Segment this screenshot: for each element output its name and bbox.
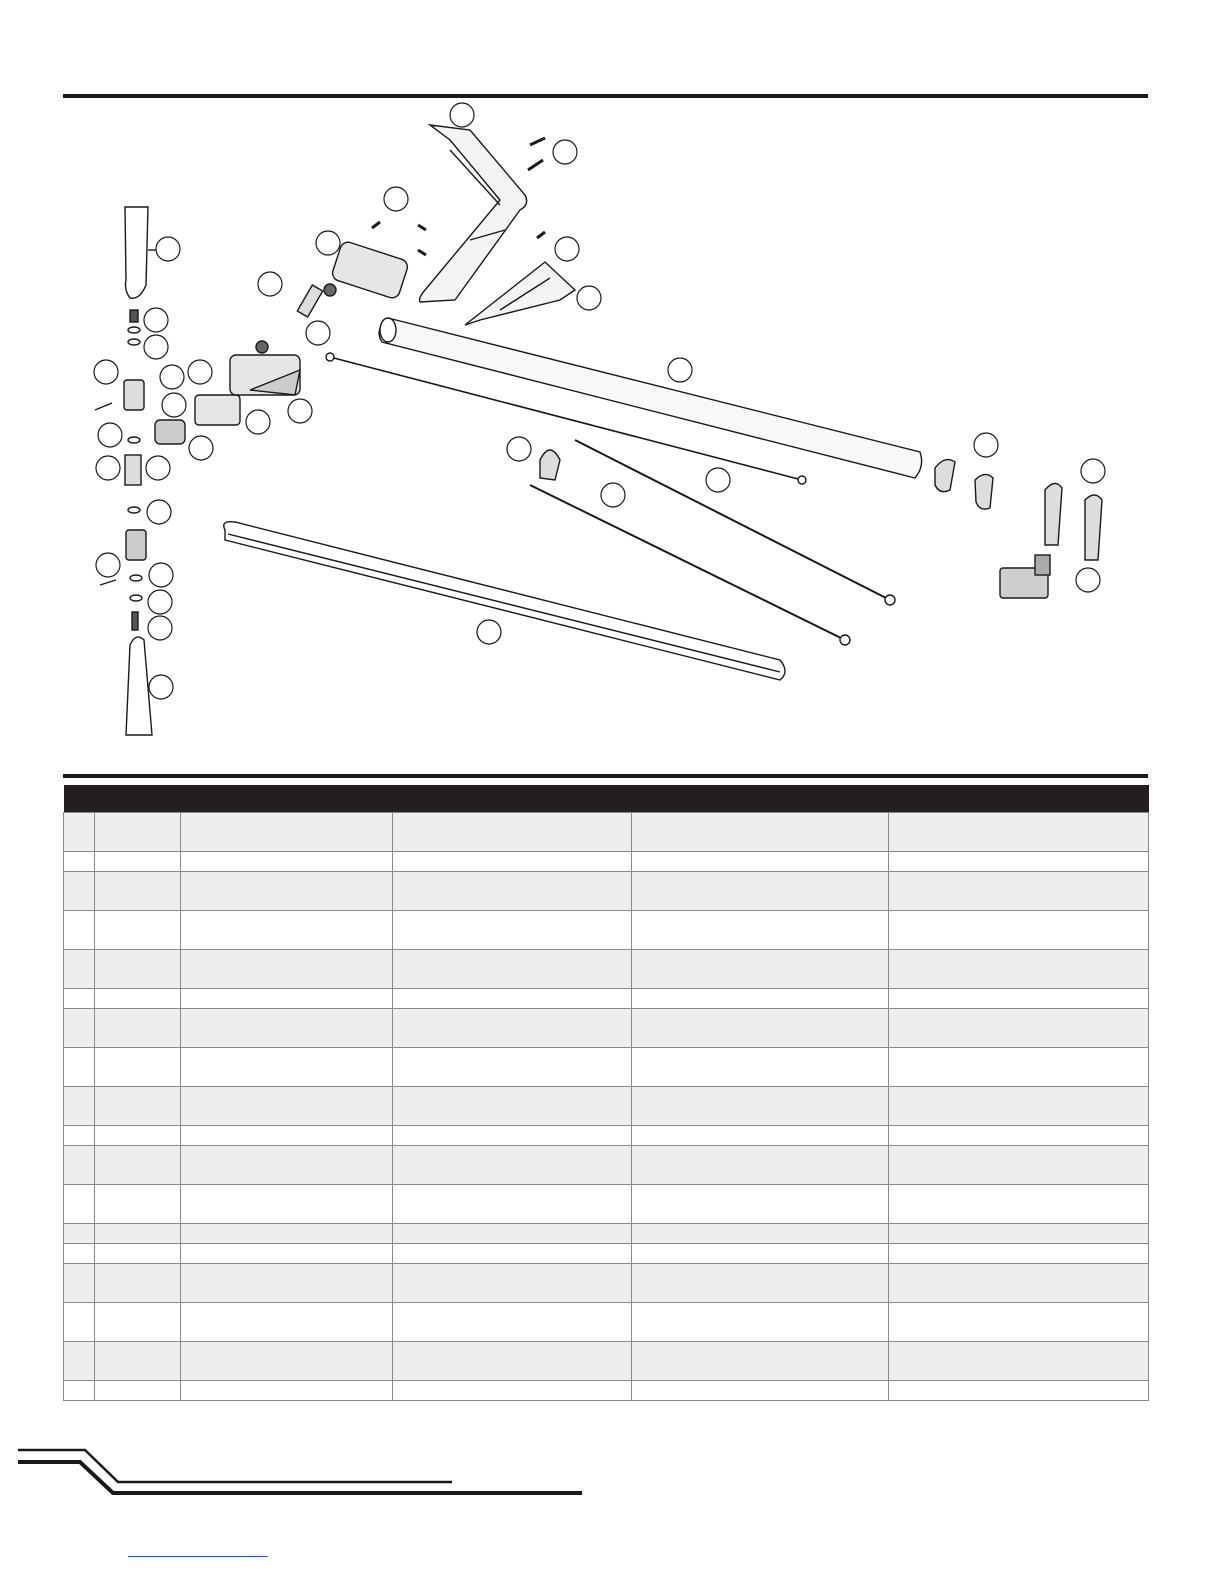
- table-cell: [632, 1185, 889, 1224]
- table-top-rule: [63, 774, 1148, 778]
- table-cell: [889, 1264, 1149, 1303]
- header-cell-2: [95, 785, 181, 813]
- table-cell: [95, 1342, 181, 1381]
- table-cell: [181, 950, 393, 989]
- table-cell: [64, 872, 95, 911]
- table-row: [64, 1381, 1149, 1401]
- parts-table: [63, 785, 1148, 1401]
- table-cell: [181, 1185, 393, 1224]
- table-cell: [393, 1087, 632, 1126]
- table-cell: [64, 1264, 95, 1303]
- table-cell: [632, 1381, 889, 1401]
- table-cell: [889, 1048, 1149, 1087]
- header-cell-1: [64, 785, 95, 813]
- table-row: [64, 1264, 1149, 1303]
- table-cell: [95, 872, 181, 911]
- header-cell-6: [889, 785, 1149, 813]
- table-cell: [95, 911, 181, 950]
- table-row: [64, 1126, 1149, 1146]
- table-cell: [889, 989, 1149, 1009]
- table-body: [64, 813, 1149, 1401]
- table-cell: [95, 1381, 181, 1401]
- table-cell: [889, 1087, 1149, 1126]
- table-cell: [181, 852, 393, 872]
- tail-boom: [379, 318, 922, 478]
- table-cell: [181, 1224, 393, 1244]
- table-row: [64, 1244, 1149, 1264]
- tail-case-assembly: [195, 240, 409, 425]
- table-cell: [632, 1126, 889, 1146]
- table-cell: [64, 1146, 95, 1185]
- table-row: [64, 813, 1149, 852]
- table-cell: [393, 1048, 632, 1087]
- table-cell: [632, 1342, 889, 1381]
- horizontal-stabilizer: [465, 262, 575, 325]
- table-cell: [64, 852, 95, 872]
- table-cell: [64, 1185, 95, 1224]
- table-cell: [632, 911, 889, 950]
- table-cell: [64, 989, 95, 1009]
- table-cell: [393, 911, 632, 950]
- table-cell: [393, 1146, 632, 1185]
- table-cell: [64, 1342, 95, 1381]
- table-row: [64, 1146, 1149, 1185]
- table-cell: [64, 1009, 95, 1048]
- table-row: [64, 989, 1149, 1009]
- table-cell: [889, 872, 1149, 911]
- table-cell: [64, 1303, 95, 1342]
- table-row: [64, 1087, 1149, 1126]
- header-cell-3: [181, 785, 393, 813]
- table-row: [64, 911, 1149, 950]
- header-cell-4: [393, 785, 632, 813]
- main-blade: [125, 207, 158, 298]
- table-cell: [393, 1303, 632, 1342]
- servo: [1000, 555, 1050, 598]
- table-cell: [632, 1264, 889, 1303]
- table-row: [64, 1185, 1149, 1224]
- table-cell: [632, 1146, 889, 1185]
- table-cell: [64, 1224, 95, 1244]
- table-cell: [889, 911, 1149, 950]
- table-cell: [632, 1087, 889, 1126]
- table-cell: [95, 989, 181, 1009]
- table-cell: [889, 1224, 1149, 1244]
- table-cell: [393, 1126, 632, 1146]
- table-cell: [393, 1185, 632, 1224]
- exploded-parts-diagram: [0, 0, 1224, 780]
- table-cell: [181, 1342, 393, 1381]
- table-cell: [393, 1224, 632, 1244]
- table-cell: [181, 1126, 393, 1146]
- table-cell: [95, 950, 181, 989]
- table-cell: [181, 1381, 393, 1401]
- table-cell: [64, 1381, 95, 1401]
- table-cell: [95, 1224, 181, 1244]
- table-cell: [393, 1381, 632, 1401]
- table-cell: [64, 813, 95, 852]
- table-row: [64, 1048, 1149, 1087]
- table-cell: [95, 1185, 181, 1224]
- table-cell: [181, 872, 393, 911]
- vertical-fin: [420, 125, 527, 302]
- table-cell: [181, 1303, 393, 1342]
- table-cell: [393, 1342, 632, 1381]
- table-cell: [95, 1048, 181, 1087]
- table-cell: [889, 852, 1149, 872]
- table-cell: [632, 1303, 889, 1342]
- table-cell: [393, 813, 632, 852]
- table-cell: [632, 1224, 889, 1244]
- table-cell: [64, 1048, 95, 1087]
- table-cell: [632, 1048, 889, 1087]
- table-row: [64, 950, 1149, 989]
- servo-clamps: [935, 460, 1102, 560]
- header-cell-5: [632, 785, 889, 813]
- table-cell: [181, 911, 393, 950]
- table-cell: [95, 1087, 181, 1126]
- table-cell: [632, 1244, 889, 1264]
- table-cell: [393, 1264, 632, 1303]
- table-cell: [889, 1185, 1149, 1224]
- table-cell: [632, 989, 889, 1009]
- table-cell: [393, 989, 632, 1009]
- table-cell: [95, 1009, 181, 1048]
- table-cell: [64, 950, 95, 989]
- table-cell: [632, 852, 889, 872]
- table-cell: [95, 1146, 181, 1185]
- table-cell: [181, 1244, 393, 1264]
- table-cell: [393, 852, 632, 872]
- table-cell: [632, 950, 889, 989]
- table-cell: [889, 1126, 1149, 1146]
- table-cell: [181, 1264, 393, 1303]
- table-cell: [95, 1303, 181, 1342]
- table-cell: [64, 911, 95, 950]
- table-cell: [181, 1087, 393, 1126]
- table-cell: [64, 1126, 95, 1146]
- table-cell: [889, 1244, 1149, 1264]
- table-row: [64, 1224, 1149, 1244]
- drive-belt: [224, 522, 785, 680]
- table-cell: [95, 1244, 181, 1264]
- table-cell: [95, 1264, 181, 1303]
- table-cell: [181, 1146, 393, 1185]
- table-cell: [889, 950, 1149, 989]
- table-cell: [889, 1381, 1149, 1401]
- table-row: [64, 1303, 1149, 1342]
- table-cell: [889, 1342, 1149, 1381]
- table-cell: [632, 872, 889, 911]
- table-row: [64, 852, 1149, 872]
- footer-link-underline[interactable]: [128, 1556, 268, 1557]
- table-cell: [181, 989, 393, 1009]
- table-header-row: [64, 785, 1149, 813]
- table-row: [64, 1009, 1149, 1048]
- table-cell: [393, 1009, 632, 1048]
- table-cell: [181, 813, 393, 852]
- table-cell: [632, 813, 889, 852]
- footer-brand-lines: [0, 1440, 600, 1510]
- table-row: [64, 1342, 1149, 1381]
- table-cell: [393, 872, 632, 911]
- table-cell: [181, 1048, 393, 1087]
- table-cell: [889, 1303, 1149, 1342]
- table-cell: [889, 1146, 1149, 1185]
- table-cell: [393, 1244, 632, 1264]
- table-cell: [95, 1126, 181, 1146]
- table-cell: [889, 1009, 1149, 1048]
- table-cell: [95, 813, 181, 852]
- table-cell: [95, 852, 181, 872]
- table-row: [64, 872, 1149, 911]
- table-cell: [181, 1009, 393, 1048]
- table-cell: [632, 1009, 889, 1048]
- table-cell: [393, 950, 632, 989]
- part-callouts: [94, 103, 1105, 699]
- table-cell: [889, 813, 1149, 852]
- table-cell: [64, 1244, 95, 1264]
- table-cell: [64, 1087, 95, 1126]
